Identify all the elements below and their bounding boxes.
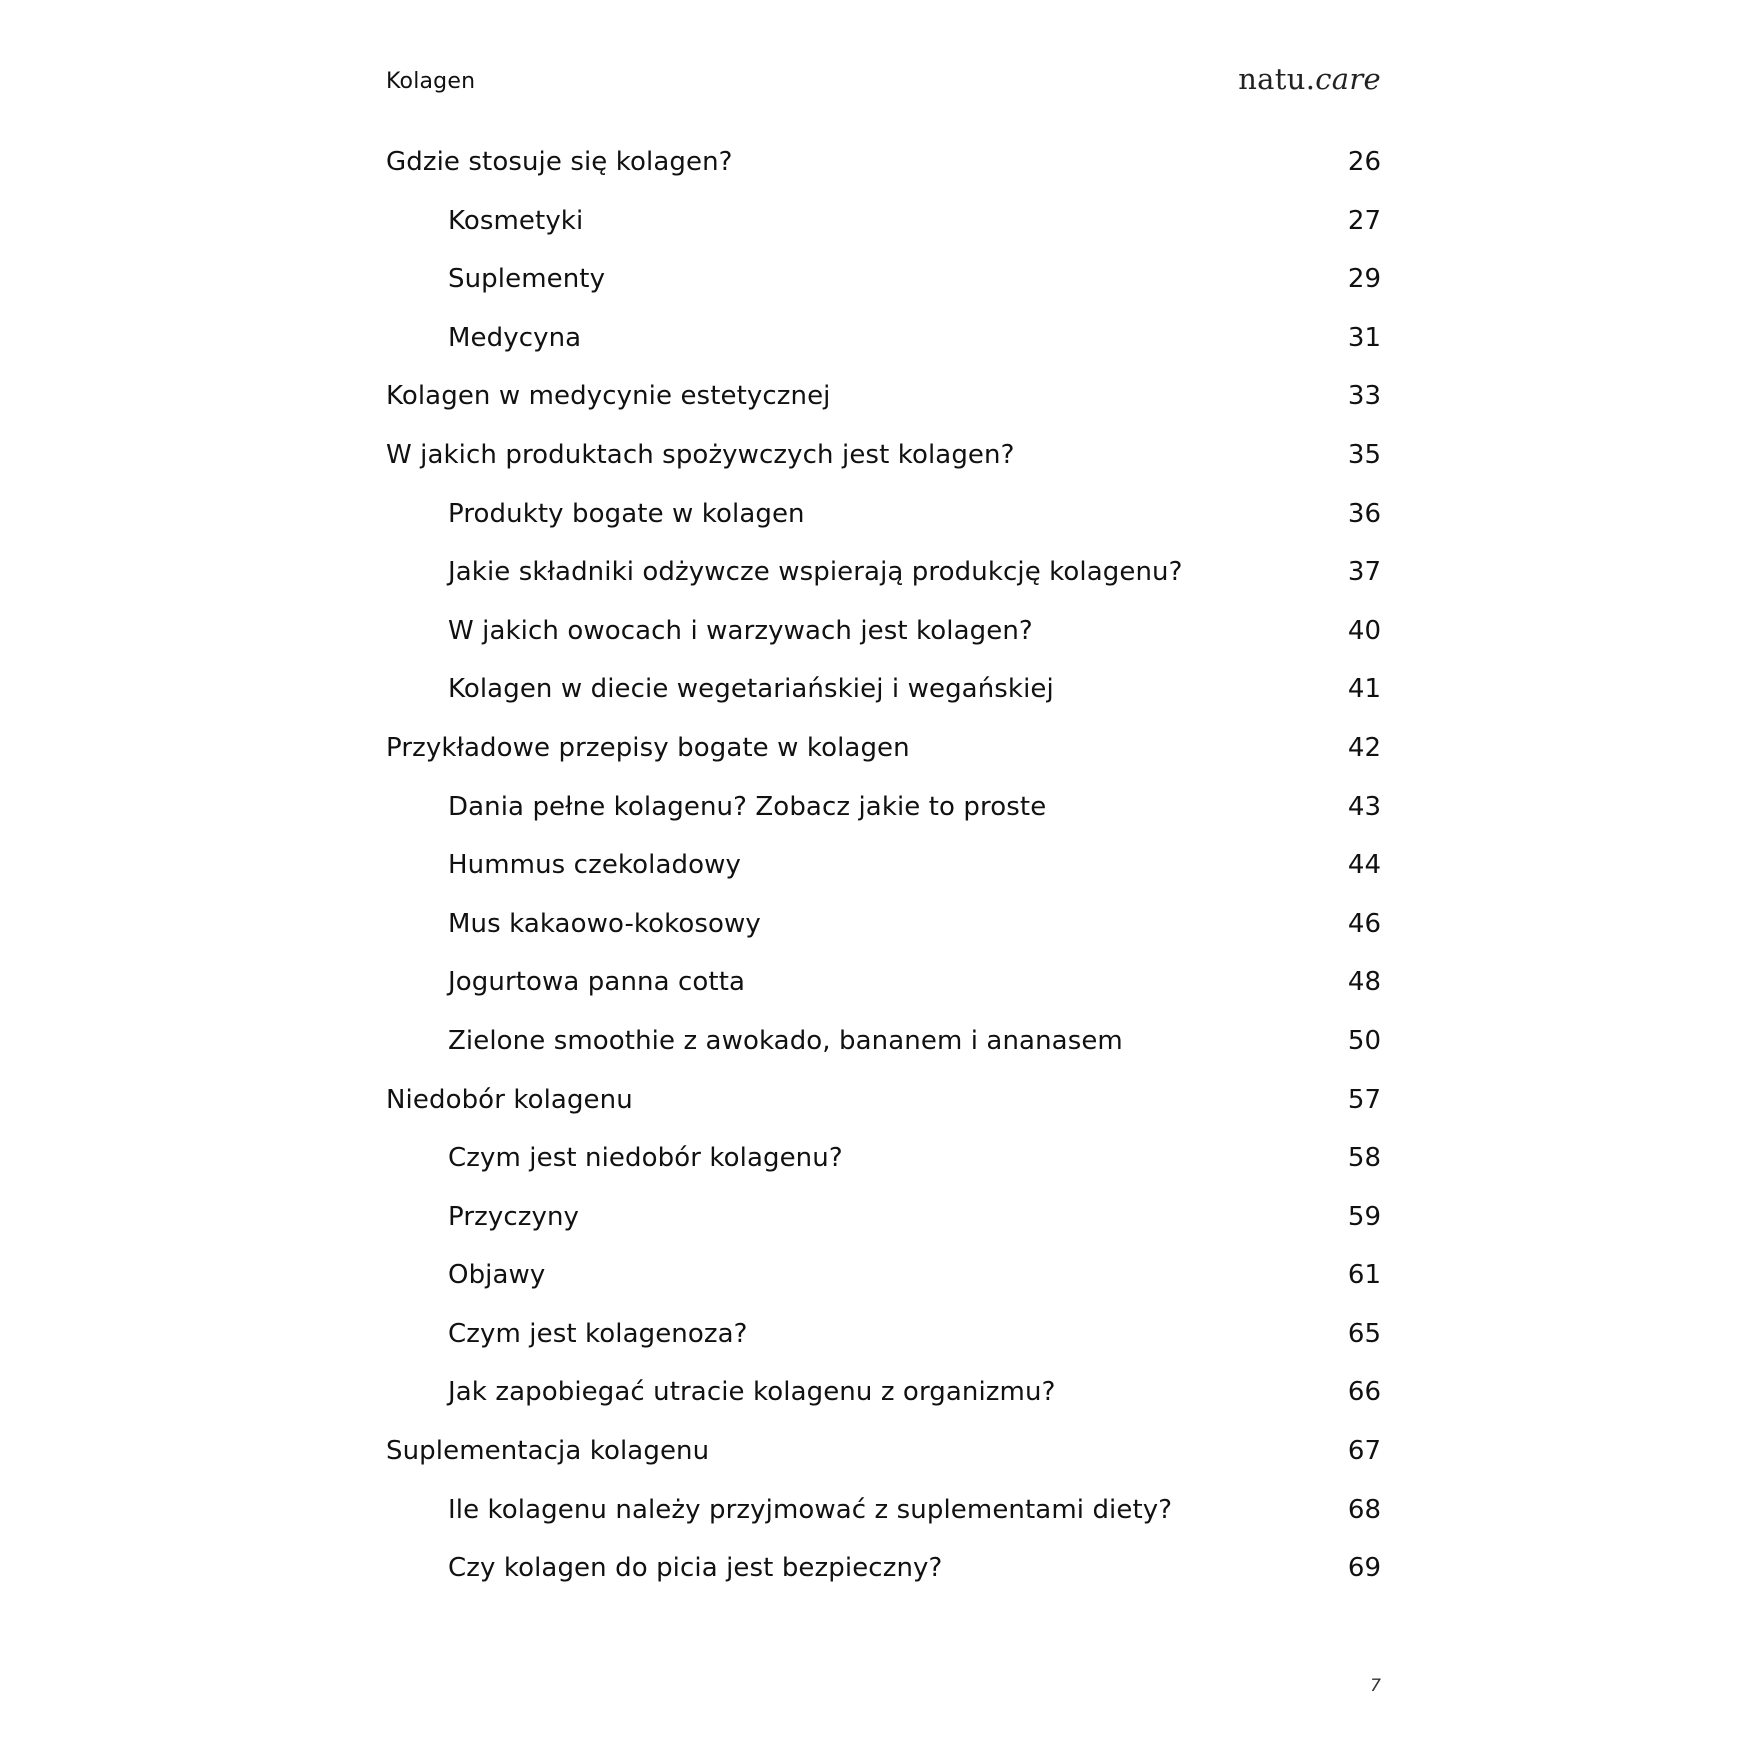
toc-entry[interactable] — [386, 1372, 1381, 1431]
toc-entry[interactable] — [386, 142, 1381, 201]
toc-entry-title: Kolagen w medycynie estetycznej — [386, 381, 831, 412]
toc-entry-page-number: 50 — [1347, 1025, 1381, 1056]
toc-entry[interactable] — [386, 1548, 1381, 1607]
toc-entry[interactable] — [386, 1255, 1381, 1314]
toc-entry-page-number: 29 — [1347, 264, 1381, 295]
toc-entry-title: Czy kolagen do picia jest bezpieczny? — [448, 1553, 943, 1584]
toc-entry-title: Ile kolagenu należy przyjmować z suplementami diety? — [448, 1494, 1173, 1525]
toc-entry-page-number: 36 — [1347, 498, 1381, 529]
toc-entry[interactable] — [386, 845, 1381, 904]
toc-entry-page-number: 59 — [1347, 1201, 1381, 1232]
toc-entry-title: Medycyna — [448, 322, 582, 353]
page-number: 7 — [1370, 1676, 1381, 1696]
toc-entry[interactable] — [386, 201, 1381, 260]
toc-entry-page-number: 27 — [1347, 205, 1381, 236]
toc-entry-title: Jakie składniki odżywcze wspierają produkcję kolagenu? — [448, 557, 1183, 588]
toc-entry-page-number: 48 — [1347, 967, 1381, 998]
toc-entry-page-number: 66 — [1347, 1377, 1381, 1408]
toc-entry-page-number: 40 — [1347, 615, 1381, 646]
toc-entry-page-number: 61 — [1347, 1260, 1381, 1291]
toc-entry-page-number: 35 — [1347, 439, 1381, 470]
toc-entry-title: Niedobór kolagenu — [386, 1084, 633, 1115]
toc-entry[interactable] — [386, 728, 1381, 787]
toc-entry-page-number: 43 — [1347, 791, 1381, 822]
toc-entry[interactable] — [386, 494, 1381, 553]
toc-entry-title: W jakich owocach i warzywach jest kolagen? — [448, 615, 1033, 646]
toc-entry[interactable] — [386, 435, 1381, 494]
toc-entry-page-number: 37 — [1347, 557, 1381, 588]
toc-entry-title: W jakich produktach spożywczych jest kolagen? — [386, 439, 1015, 470]
toc-entry-title: Czym jest kolagenoza? — [448, 1318, 748, 1349]
brand-logo-italic: care — [1315, 62, 1381, 96]
toc-entry[interactable] — [386, 611, 1381, 670]
toc-entry-title: Mus kakaowo-kokosowy — [448, 908, 761, 939]
toc-entry[interactable] — [386, 318, 1381, 377]
toc-entry-title: Suplementy — [448, 264, 606, 295]
toc-entry-title: Czym jest niedobór kolagenu? — [448, 1143, 843, 1174]
toc-entry[interactable] — [386, 962, 1381, 1021]
toc-entry-title: Hummus czekoladowy — [448, 850, 741, 881]
toc-entry[interactable] — [386, 1490, 1381, 1549]
brand-logo — [1238, 62, 1381, 96]
toc-entry-page-number: 33 — [1347, 381, 1381, 412]
toc-entry[interactable] — [386, 904, 1381, 963]
toc-entry-page-number: 67 — [1347, 1436, 1381, 1467]
toc-entry-title: Suplementacja kolagenu — [386, 1436, 710, 1467]
running-header-title: Kolagen — [386, 69, 476, 94]
toc-entry[interactable] — [386, 1021, 1381, 1080]
toc-entry-title: Przyczyny — [448, 1201, 580, 1232]
toc-entry-title: Jak zapobiegać utracie kolagenu z organizmu? — [448, 1377, 1056, 1408]
toc-entry-title: Kosmetyki — [448, 205, 584, 236]
toc-entry[interactable] — [386, 1197, 1381, 1256]
toc-entry[interactable] — [386, 787, 1381, 846]
toc-entry-title: Zielone smoothie z awokado, bananem i ananasem — [448, 1025, 1123, 1056]
toc-entry-page-number: 58 — [1347, 1143, 1381, 1174]
toc-entry-title: Objawy — [448, 1260, 546, 1291]
toc-entry-title: Gdzie stosuje się kolagen? — [386, 147, 733, 177]
toc-entry[interactable] — [386, 259, 1381, 318]
toc-entry-page-number: 42 — [1347, 732, 1381, 763]
toc-entry[interactable] — [386, 1080, 1381, 1139]
toc-entry[interactable] — [386, 552, 1381, 611]
toc-entry-page-number: 69 — [1347, 1553, 1381, 1584]
toc-entry-page-number: 46 — [1347, 908, 1381, 939]
toc-entry[interactable] — [386, 1138, 1381, 1197]
toc-entry-title: Produkty bogate w kolagen — [448, 498, 805, 529]
toc-entry[interactable] — [386, 376, 1381, 435]
toc-entry-title: Dania pełne kolagenu? Zobacz jakie to proste — [448, 791, 1047, 822]
toc-entry-page-number: 65 — [1347, 1318, 1381, 1349]
toc-entry-title: Kolagen w diecie wegetariańskiej i wegańskiej — [448, 674, 1054, 705]
toc-entry-title: Przykładowe przepisy bogate w kolagen — [386, 732, 910, 763]
toc-entry[interactable] — [386, 1431, 1381, 1490]
toc-entry-page-number: 68 — [1347, 1494, 1381, 1525]
toc-entry[interactable] — [386, 1314, 1381, 1373]
table-of-contents — [386, 142, 1381, 1607]
toc-entry-page-number: 26 — [1347, 147, 1381, 177]
toc-entry[interactable] — [386, 669, 1381, 728]
toc-entry-page-number: 41 — [1347, 674, 1381, 705]
toc-entry-page-number: 31 — [1347, 322, 1381, 353]
toc-entry-page-number: 57 — [1347, 1084, 1381, 1115]
toc-entry-page-number: 44 — [1347, 850, 1381, 881]
toc-entry-title: Jogurtowa panna cotta — [448, 967, 746, 998]
brand-logo-dot: . — [1305, 62, 1316, 96]
brand-logo-main: natu — [1238, 62, 1306, 96]
